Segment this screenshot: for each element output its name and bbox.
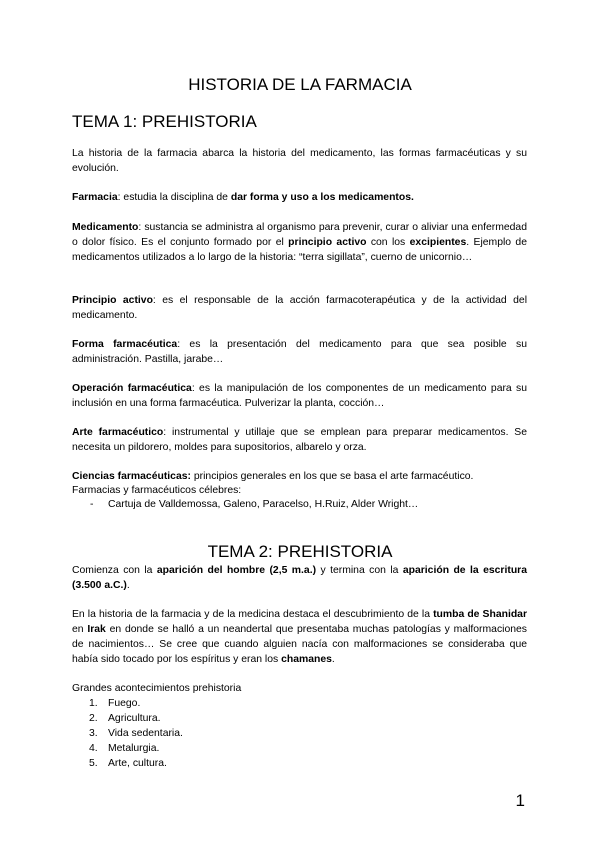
forma-text: : es la presentación del medicamento para que sea posible su administración. Pastilla, jarabe… bbox=[72, 339, 527, 365]
tema2-p1-text-1: Comienza con la bbox=[72, 565, 157, 576]
medicamento-term: Medicamento bbox=[72, 222, 139, 233]
shanidar-bold-2: Irak bbox=[87, 624, 106, 635]
arte-text: : instrumental y utillaje que se emplean para preparar medicamentos. Se necesita un pildorero, moldes para supositorios, albarelo y orza. bbox=[72, 427, 527, 453]
ciencias-text: principios generales en los que se basa el arte farmacéutico. bbox=[190, 471, 474, 482]
medicamento-definition bbox=[72, 220, 527, 265]
list-item bbox=[72, 726, 183, 741]
operacion-text: : es la manipulación de los componentes de un medicamento para su inclusión en una forma farmacéutica. Pulverizar la planta, cocción… bbox=[72, 383, 527, 409]
farmacia-term: Farmacia bbox=[72, 192, 118, 203]
farmacia-bold: dar forma y uso a los medicamentos. bbox=[230, 192, 414, 203]
list-item-text: Arte, cultura. bbox=[108, 758, 167, 769]
shanidar-paragraph bbox=[72, 607, 527, 667]
list-number: 4. bbox=[89, 743, 98, 754]
celebres-item-text: Cartuja de Valldemossa, Galeno, Paracelso, H.Ruiz, Alder Wright… bbox=[108, 499, 419, 510]
tema2-p1-text-2: y termina con la bbox=[316, 565, 403, 576]
acontecimientos-label: Grandes acontecimientos prehistoria bbox=[72, 683, 242, 694]
shanidar-text-4: . bbox=[331, 654, 335, 665]
shanidar-text-3: en donde se halló a un neandertal que presentaba muchas patologías y malformaciones de nacimientos… Se cree que cuando alguien nacía con malformaciones se consideraba que había sido tocado por los espíritus y eran los bbox=[72, 624, 527, 665]
medicamento-text-2: con los bbox=[366, 237, 410, 248]
arte-definition bbox=[72, 425, 527, 455]
intro-paragraph: La historia de la farmacia abarca la historia del medicamento, las formas farmacéuticas y su evolución. bbox=[72, 148, 527, 174]
list-item bbox=[72, 497, 418, 512]
celebres-list bbox=[72, 497, 418, 512]
shanidar-text-1: En la historia de la farmacia y de la medicina destaca el descubrimiento de la bbox=[72, 609, 434, 620]
tema2-p1-bold-1: aparición del hombre (2,5 m.a.) bbox=[156, 565, 317, 576]
list-item-text: Agricultura. bbox=[108, 713, 161, 724]
arte-term: Arte farmacéutico bbox=[72, 427, 164, 438]
list-item bbox=[72, 711, 183, 726]
list-number: 5. bbox=[89, 758, 98, 769]
list-item-text: Fuego. bbox=[108, 698, 141, 709]
acontecimientos-list bbox=[72, 696, 183, 771]
document-title: HISTORIA DE LA FARMACIA bbox=[188, 75, 412, 94]
list-item-text: Vida sedentaria. bbox=[108, 728, 183, 739]
list-item-text: Metalurgia. bbox=[108, 743, 160, 754]
tema1-heading: TEMA 1: PREHISTORIA bbox=[72, 112, 257, 131]
shanidar-bold-1: tumba de Shanidar bbox=[433, 609, 528, 620]
principio-text: : es el responsable de la acción farmacoterapéutica y de la actividad del medicamento. bbox=[72, 295, 527, 321]
medicamento-text-3: . Ejemplo de medicamentos utilizados a lo largo de la historia: “terra sigillata”, cuerno de unicornio… bbox=[72, 237, 527, 263]
operacion-definition bbox=[72, 381, 527, 411]
forma-definition bbox=[72, 337, 527, 367]
shanidar-bold-3: chamanes bbox=[281, 654, 332, 665]
farmacia-definition bbox=[72, 190, 527, 205]
tema2-intro bbox=[72, 563, 527, 593]
ciencias-term: Ciencias farmacéuticas: bbox=[72, 471, 191, 482]
principio-term: Principio activo bbox=[72, 295, 153, 306]
list-item bbox=[72, 741, 183, 756]
operacion-term: Operación farmacéutica bbox=[72, 383, 192, 394]
principio-definition bbox=[72, 293, 527, 323]
bullet-dash: - bbox=[90, 499, 94, 510]
page-number: 1 bbox=[515, 791, 525, 810]
list-item bbox=[72, 696, 183, 711]
medicamento-bold-1: principio activo bbox=[288, 237, 367, 248]
tema2-heading: TEMA 2: PREHISTORIA bbox=[207, 542, 393, 561]
forma-term: Forma farmacéutica bbox=[72, 339, 178, 350]
ciencias-definition bbox=[72, 469, 527, 484]
tema2-p1-text-3: . bbox=[126, 580, 130, 591]
list-number: 3. bbox=[89, 728, 98, 739]
celebres-label: Farmacias y farmacéuticos célebres: bbox=[72, 485, 242, 496]
medicamento-bold-2: excipientes bbox=[409, 237, 467, 248]
tema2-p1-bold-2: aparición de la escritura (3.500 a.C.) bbox=[72, 565, 527, 591]
list-item bbox=[72, 756, 183, 771]
list-number: 2. bbox=[89, 713, 98, 724]
list-number: 1. bbox=[89, 698, 98, 709]
shanidar-text-2: en bbox=[72, 624, 88, 635]
medicamento-text-1: : sustancia se administra al organismo para prevenir, curar o aliviar una enfermedad o dolor físico. Es el conjunto formado por el bbox=[72, 222, 527, 248]
farmacia-text: : estudia la disciplina de bbox=[117, 192, 231, 203]
